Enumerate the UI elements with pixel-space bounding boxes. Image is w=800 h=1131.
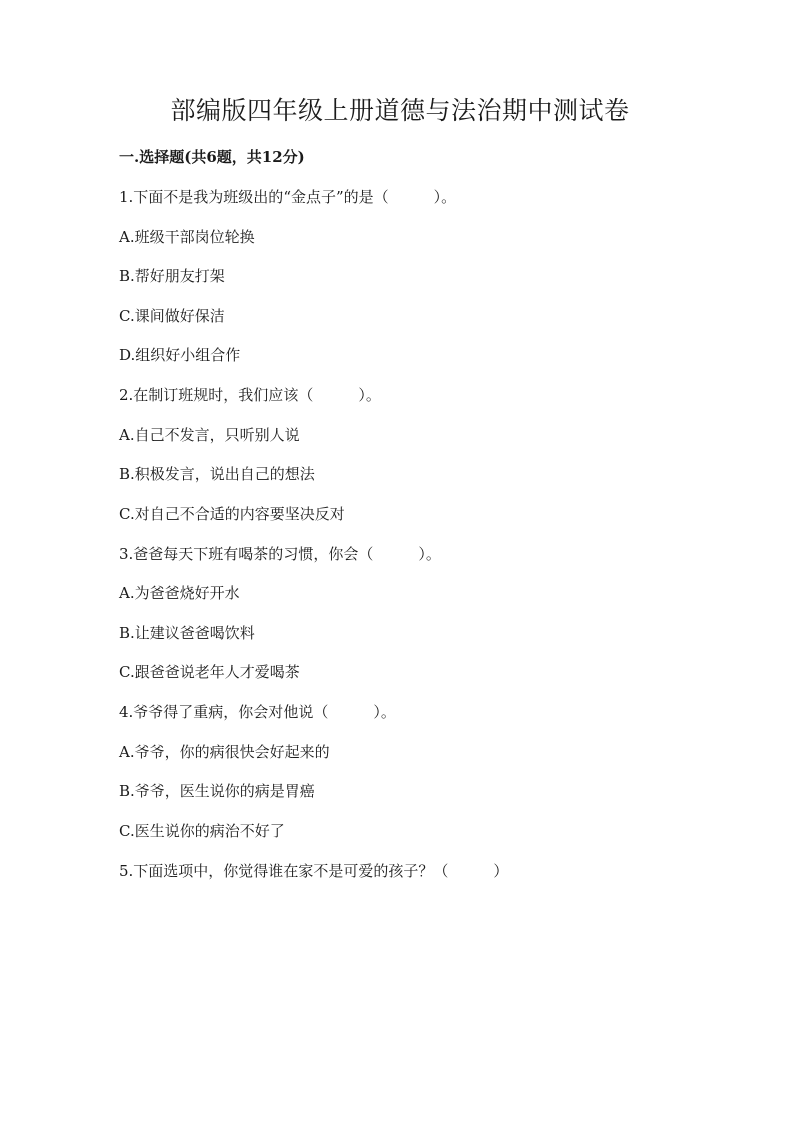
question-3-option-a: A.为爸爸烧好开水 — [119, 584, 240, 602]
question-1-option-c: C.课间做好保洁 — [119, 307, 225, 325]
question-1-stem: 1.下面不是我为班级出的“金点子”的是（ ）。 — [119, 188, 457, 206]
exam-title: 部编版四年级上册道德与法治期中测试卷 — [170, 96, 630, 125]
question-2-option-a: A.自己不发言，只听别人说 — [119, 426, 300, 444]
question-2-stem: 2.在制订班规时，我们应该（ ）。 — [119, 386, 381, 404]
question-3-stem: 3.爸爸每天下班有喝茶的习惯，你会（ ）。 — [119, 545, 441, 563]
question-2-option-b: B.积极发言，说出自己的想法 — [119, 465, 315, 483]
question-1-option-b: B.帮好朋友打架 — [119, 267, 225, 285]
question-4-option-b: B.爷爷，医生说你的病是胃癌 — [119, 782, 315, 800]
section-heading: 一.选择题(共6题，共12分) — [119, 148, 305, 166]
question-1-option-a: A.班级干部岗位轮换 — [119, 228, 255, 246]
question-1-option-d: D.组织好小组合作 — [119, 346, 241, 364]
question-3-option-b: B.让建议爸爸喝饮料 — [119, 624, 255, 642]
question-4-stem: 4.爷爷得了重病，你会对他说（ ）。 — [119, 703, 396, 721]
question-4-option-a: A.爷爷，你的病很快会好起来的 — [119, 743, 330, 761]
question-4-option-c: C.医生说你的病治不好了 — [119, 822, 285, 840]
question-5-stem: 5.下面选项中，你觉得谁在家不是可爱的孩子？（ ） — [119, 862, 509, 880]
question-2-option-c: C.对自己不合适的内容要坚决反对 — [119, 505, 345, 523]
question-3-option-c: C.跟爸爸说老年人才爱喝茶 — [119, 663, 300, 681]
